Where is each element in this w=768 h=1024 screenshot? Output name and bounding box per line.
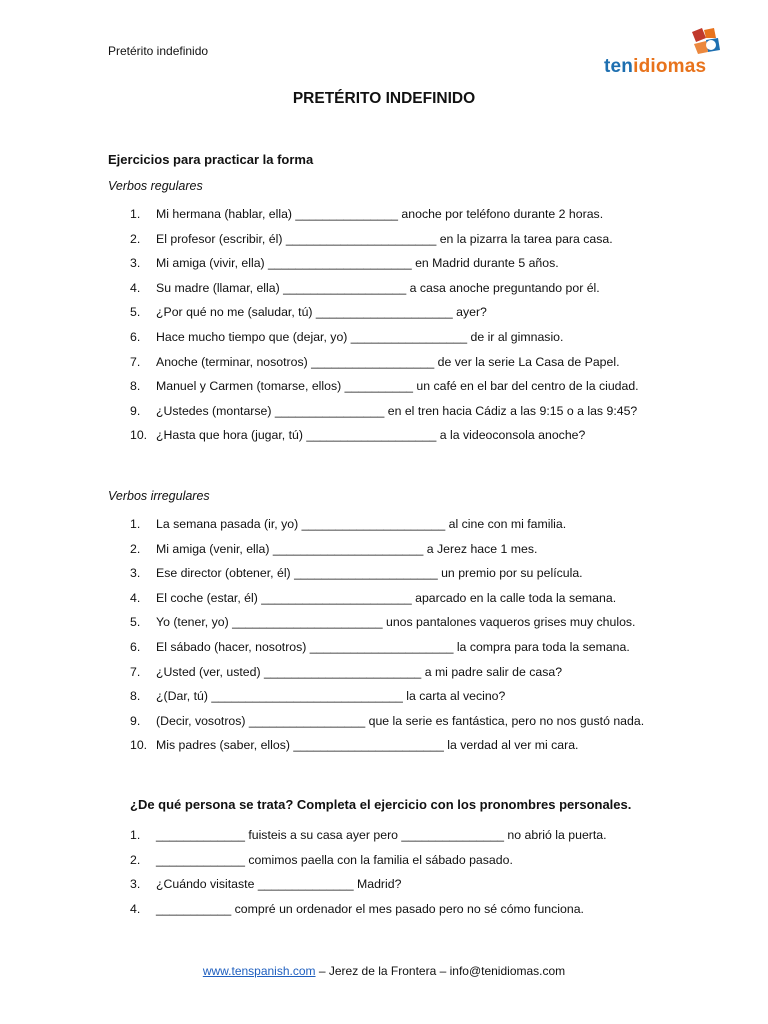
running-title: Pretérito indefinido — [108, 44, 209, 58]
logo-puzzle-icon — [684, 26, 726, 60]
tenidiomas-logo — [604, 26, 729, 82]
subheading-regulares: Verbos regulares — [108, 179, 203, 193]
logo-wordmark: tenidiomas — [604, 56, 707, 77]
section-heading-forma: Ejercicios para practicar la forma — [108, 152, 314, 167]
page-title: PRETÉRITO INDEFINIDO — [292, 90, 476, 107]
section-heading-pronombres: ¿De qué persona se trata? Completa el ejercicio con los pronombres personales. — [130, 797, 632, 812]
footer — [0, 964, 768, 978]
footer-website-link[interactable]: www.tenspanish.com — [202, 964, 316, 978]
footer-contact-text: – Jerez de la Frontera – info@tenidiomas.com — [315, 964, 566, 978]
subheading-irregulares: Verbos irregulares — [108, 489, 210, 503]
